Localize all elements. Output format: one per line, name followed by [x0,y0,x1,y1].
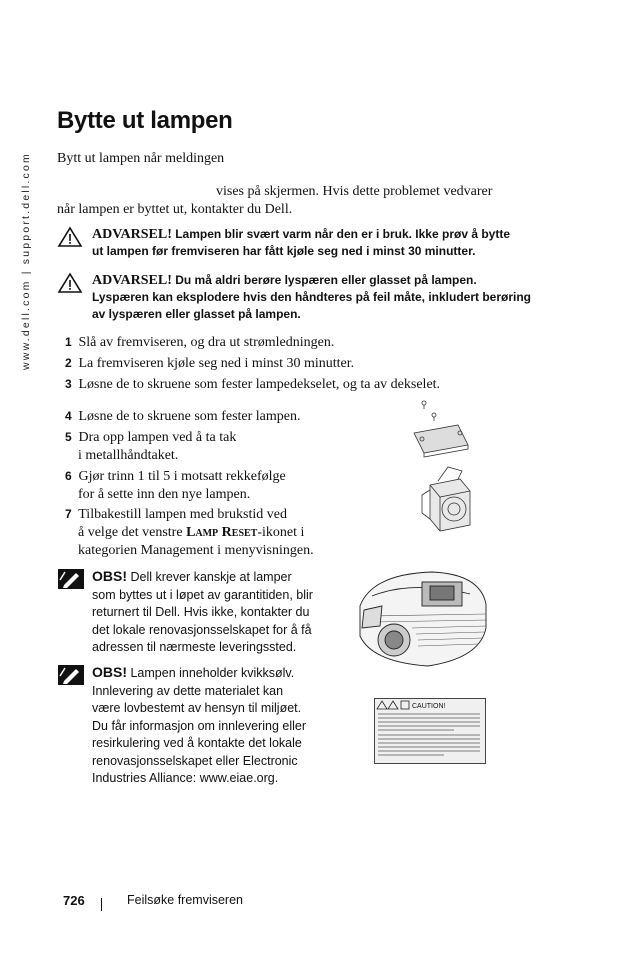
step-7: 7 Tilbakestill lampen med brukstid ved å velge det venstre Lamp Reset-ikonet i kategorien Management i menyvisningen. [65,507,314,558]
warning-triangle-icon [57,272,83,294]
warning-1 [57,226,527,260]
step-2: 2 La fremviseren kjøle seg ned i minst 30 minutter. [65,356,355,371]
step-5: 5 Dra opp lampen ved å ta tak i metallhåndtaket. [65,430,237,463]
warning-2-label: ADVARSEL! [92,273,172,288]
caution-label-illustration [374,698,486,764]
page-number: 726 [63,893,85,908]
caution-label-text: CAUTION! [412,703,446,710]
side-url-vertical [20,110,40,370]
lamp-removal-illustration [400,395,500,565]
intro-line-1: Bytt ut lampen når meldingen [57,151,225,166]
intro-line-3: når lampen er byttet ut, kontakter du Dell. [57,202,293,217]
side-url-text: www.dell.com | support.dell.com [20,152,32,370]
warning-triangle-icon [57,226,83,248]
footer-divider [101,898,102,911]
note-2: OBS! Lampen inneholder kvikksølv. Innlevering av dette materialet kan være lovbestemt av hensyn til miljøet. Du får informasjon om innlevering eller resirkulering ved å kontakte det lokale renovasjonsselskapet eller Electronic Industries Alliance: www.eiae.org. [57,664,327,788]
page-title: Bytte ut lampen [57,107,233,134]
note-pencil-icon [57,664,85,686]
warning-2-text-2: Lyspæren kan eksplodere hvis den håndteres på feil måte, inkludert berøring [92,290,532,304]
warning-2-text-1: Du må aldri berøre lyspæren eller glasset på lampen. [175,273,477,287]
footer-section-title: Feilsøke fremviseren [127,893,243,907]
warning-2-text-3: av lyspæren eller glasset på lampen. [92,307,301,321]
step-1: 1 Slå av fremviseren, og dra ut strømledningen. [65,335,335,350]
note-pencil-icon [57,568,85,590]
step-3: 3 Løsne de to skruene som fester lampedekselet, og ta av dekselet. [65,377,441,392]
intro-line-2: vises på skjermen. Hvis dette problemet vedvarer [216,184,493,199]
projector-illustration [352,566,492,672]
warning-2 [57,272,557,323]
step-6: 6 Gjør trinn 1 til 5 i motsatt rekkefølge for å sette inn den nye lampen. [65,469,286,502]
warning-1-text-1: Lampen blir svært varm når den er i bruk. Ikke prøv å bytte [175,227,510,241]
step-4: 4 Løsne de to skruene som fester lampen. [65,409,301,424]
note-1: OBS! Dell krever kanskje at lamper som byttes ut i løpet av garantitiden, blir returnert til Dell. Hvis ikke, kontakter du det lokale renovasjonsselskapet for å få adressen til nærmeste leveringssted. [57,568,327,657]
warning-1-label: ADVARSEL! [92,227,172,242]
warning-1-text-2: ut lampen før fremviseren har fått kjøle seg ned i minst 30 minutter. [92,244,476,258]
